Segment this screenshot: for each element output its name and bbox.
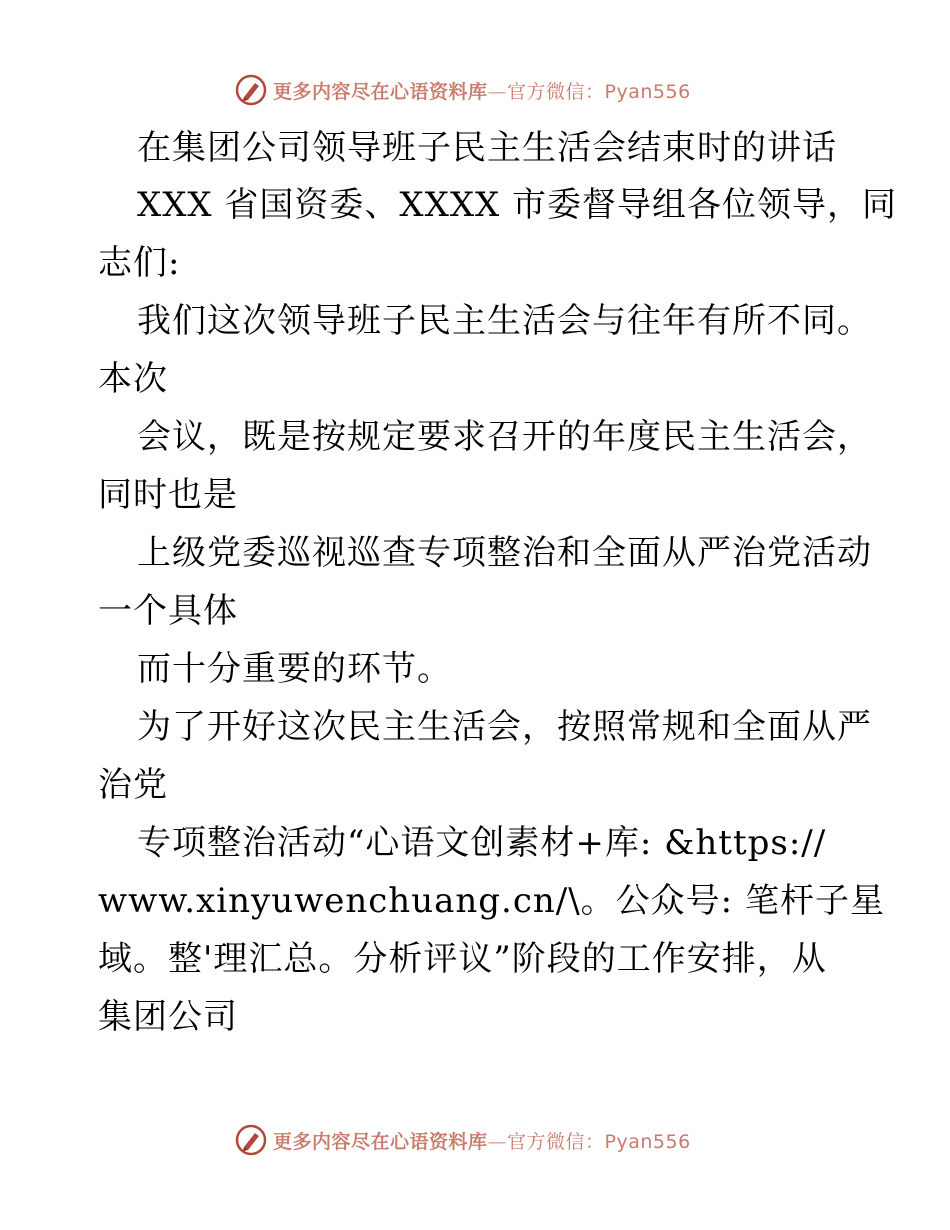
- banner-main-text: 更多内容尽在心语资料库: [273, 80, 488, 103]
- doc-line: 同时也是: [98, 475, 238, 515]
- doc-line: 上级党委巡视巡查专项整治和全面从严治党活动: [137, 533, 872, 573]
- doc-line: 专项整治活动“心语文创素材+库: &https://: [137, 823, 827, 863]
- doc-line: XXX 省国资委、XXXX 市委督导组各位领导，同: [137, 185, 898, 225]
- banner-separator: —: [487, 1130, 508, 1153]
- banner-main-text: 更多内容尽在心语资料库: [273, 1130, 488, 1153]
- doc-line: 而十分重要的环节。: [137, 649, 452, 689]
- header-banner: [235, 72, 715, 108]
- doc-title: 在集团公司领导班子民主生活会结束时的讲话: [137, 128, 837, 168]
- doc-line: 本次: [98, 359, 168, 399]
- doc-line: 域。整'理汇总。分析评议”阶段的工作安排，从: [98, 939, 827, 979]
- doc-line: 一个具体: [98, 591, 238, 631]
- doc-line: 会议，既是按规定要求召开的年度民主生活会，: [137, 417, 872, 457]
- banner-wechat-text: 官方微信：Pyan556: [507, 80, 691, 103]
- doc-line: 集团公司: [98, 997, 238, 1037]
- footer-banner: [235, 1122, 715, 1158]
- doc-line: 志们:: [98, 243, 181, 283]
- banner-separator: —: [487, 80, 508, 103]
- doc-line: 我们这次领导班子民主生活会与往年有所不同。: [137, 301, 872, 341]
- doc-line: 治党: [98, 765, 168, 805]
- doc-line: 为了开好这次民主生活会，按照常规和全面从严: [137, 707, 872, 747]
- banner-wechat-text: 官方微信：Pyan556: [507, 1130, 691, 1153]
- pen-logo-icon: [235, 74, 267, 106]
- pen-logo-icon: [235, 1124, 267, 1156]
- doc-line: www.xinyuwenchuang.cn/\。公众号: 笔杆子星: [98, 881, 885, 921]
